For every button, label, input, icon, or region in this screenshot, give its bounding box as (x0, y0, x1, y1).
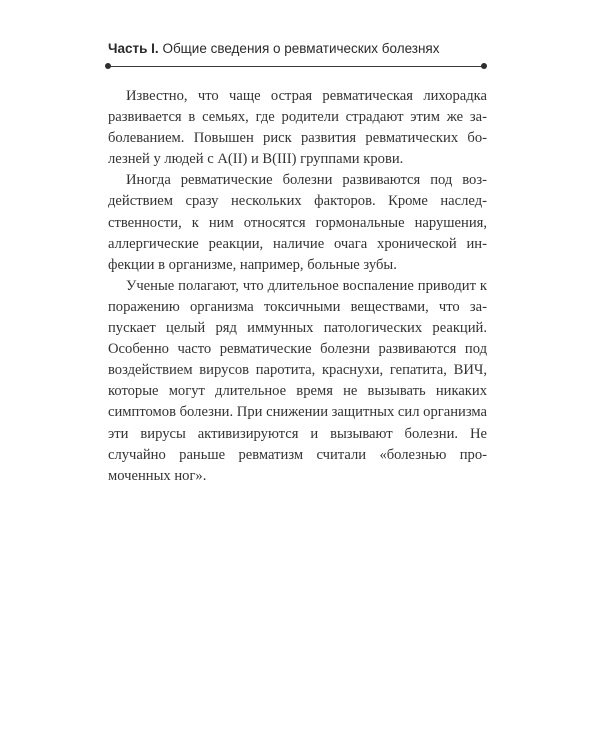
paragraph-1: Известно, что чаще острая ревматическая лихорадка развивается в семьях, где родители страдают этим же заболеванием. Повышен риск развития ревматических болезней у людей с A(II) и B(III) группами крови. (108, 88, 487, 168)
part-label: Часть I. (108, 41, 159, 56)
body-text (108, 86, 487, 487)
header-rule (108, 66, 484, 67)
rule-dot-right (481, 63, 487, 69)
running-head (108, 40, 488, 58)
paragraph-2: Иногда ревматические болезни развиваются под воздействием сразу нескольких факторов. Кроме наследственности, к ним относятся гормональные нарушения, аллергические реакции, наличие очага хронической инфекции в организме, например, больные зубы. (108, 172, 487, 273)
section-title: Общие сведения о ревматических болезнях (162, 41, 440, 56)
rule-dot-left (105, 63, 111, 69)
paragraph-3: Ученые полагают, что длительное воспаление приводит к поражению организма токсичными веществами, что запускает целый ряд иммунных патологических реакций. Особенно часто ревматические болезни развиваются под воздействием вирусов паротита, краснухи, гепатита, ВИЧ, которые могут длительное время не вызывать никаких симптомов болезни. При снижении защитных сил организма эти вирусы активизируются и вызывают болезни. Не случайно раньше ревматизм считали «болезнью промоченных ног». (108, 277, 487, 484)
